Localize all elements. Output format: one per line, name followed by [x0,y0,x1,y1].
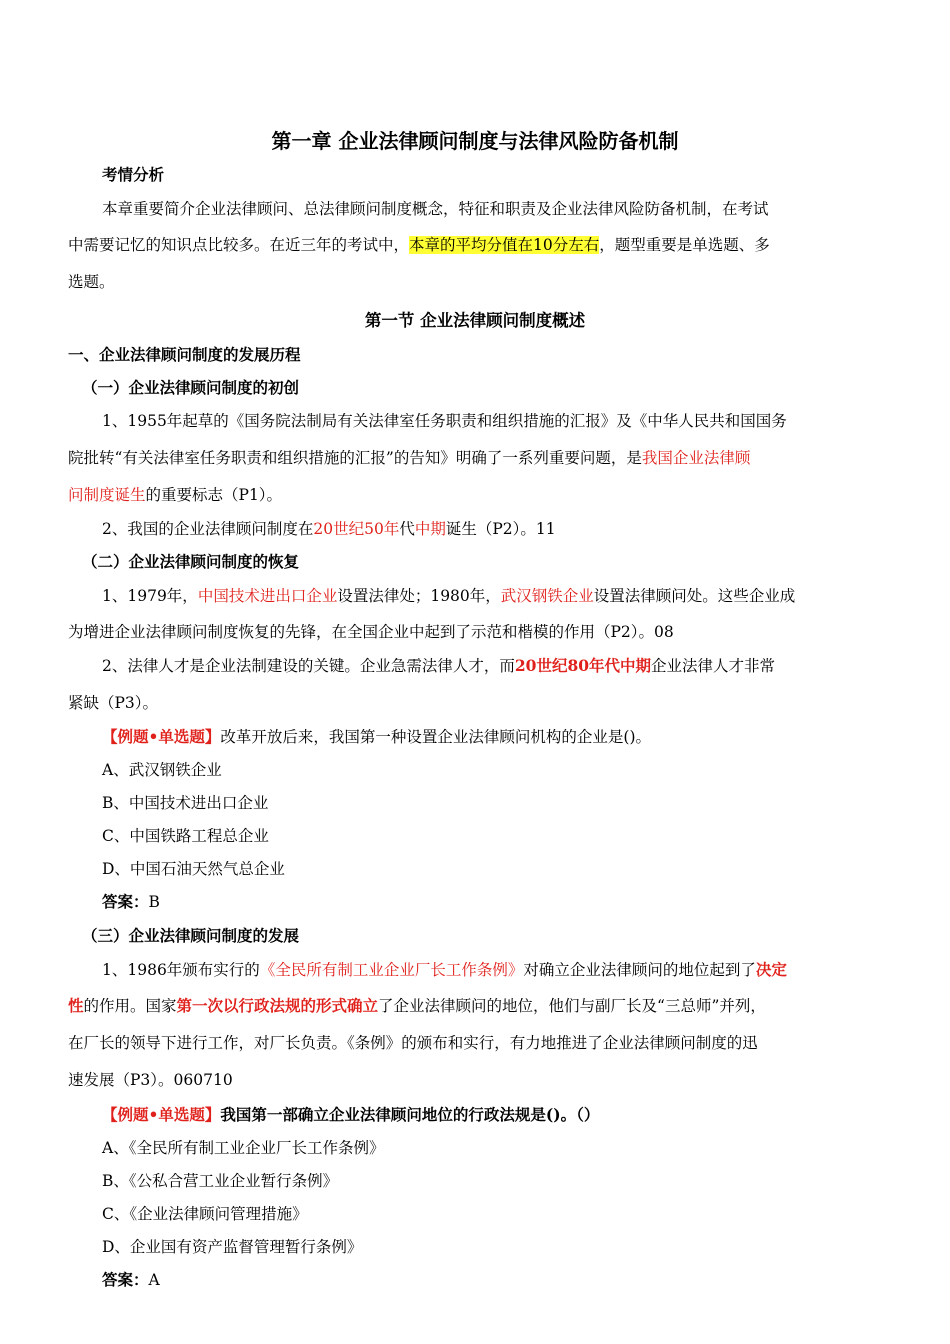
development-line-1: 1、1986年颁布实行的《全民所有制工业企业厂长工作条例》对确立企业法律顾问的地位起到了决定 [102,960,787,979]
sub-heading-recovery: （二）企业法律顾问制度的恢复 [82,552,300,571]
question-2-option-b: B、《公私合营工业企业暂行条例》 [102,1172,339,1190]
question-1-option-c: C、中国铁路工程总企业 [102,827,269,845]
founding-p2: 2、我国的企业法律顾问制度在20世纪50年代中期诞生（P2）。11 [102,520,556,538]
chapter-title: 第一章 企业法律顾问制度与法律风险防备机制 [271,129,679,153]
question-2-option-c: C、《企业法律顾问管理措施》 [102,1205,308,1223]
recovery-p1-line-1: 1、1979年，中国技术进出口企业设置法律处；1980年，武汉钢铁企业设置法律顾问处。这些企业成 [102,587,796,605]
sub-heading-development: （三）企业法律顾问制度的发展 [82,926,300,945]
question-1-option-b: B、中国技术进出口企业 [102,794,269,812]
analysis-heading: 考情分析 [102,165,165,184]
recovery-p2-line-1: 2、法律人才是企业法制建设的关键。企业急需法律人才，而20世纪80年代中期企业法律人才非常 [102,656,776,675]
highlighted-text: 本章的平均分值在10分左右 [409,236,600,254]
development-line-4: 速发展（P3）。060710 [68,1071,233,1089]
question-1-option-a: A、武汉钢铁企业 [102,761,222,779]
development-line-3: 在厂长的领导下进行工作，对厂长负责。《条例》的颁布和实行，有力地推进了企业法律顾问制度的迅 [68,1034,758,1052]
development-line-2: 性的作用。国家第一次以行政法规的形式确立了企业法律顾问的地位，他们与副厂长及“三总师”并列， [68,996,766,1015]
question-2-option-a: A、《全民所有制工业企业厂长工作条例》 [102,1139,385,1157]
question-tag: 【例题•单选题】 [102,727,221,746]
analysis-line-2: 中需要记忆的知识点比较多。在近三年的考试中，本章的平均分值在10分左右，题型重要是单选题、多 [68,236,770,254]
section-title: 第一节 企业法律顾问制度概述 [364,311,586,330]
analysis-line-3: 选题。 [68,273,115,291]
sub-heading-founding: （一）企业法律顾问制度的初创 [82,378,300,397]
recovery-p2-line-2: 紧缺（P3）。 [68,694,159,712]
founding-p1-line-2: 院批转“有关法律室任务职责和组织措施的汇报”的告知》明确了一系列重要问题，是我国企业法律顾 [68,449,751,467]
recovery-p1-line-2: 为增进企业法律顾问制度恢复的先锋，在全国企业中起到了示范和楷模的作用（P2）。08 [68,623,674,641]
question-2-answer: 答案：A [102,1270,160,1289]
question-2-stem: 【例题•单选题】我国第一部确立企业法律顾问地位的行政法规是()。（） [102,1105,600,1124]
question-tag: 【例题•单选题】 [102,1105,221,1124]
heading-development-history: 一、企业法律顾问制度的发展历程 [68,345,301,364]
founding-p1-line-3: 问制度诞生的重要标志（P1）。 [68,486,283,504]
question-1-stem: 【例题•单选题】改革开放后来，我国第一种设置企业法律顾问机构的企业是()。 [102,727,652,746]
question-1-answer: 答案：B [102,892,160,911]
question-2-option-d: D、企业国有资产监督管理暂行条例》 [102,1238,363,1256]
question-1-option-d: D、中国石油天然气总企业 [102,860,285,878]
analysis-line-1: 本章重要简介企业法律顾问、总法律顾问制度概念，特征和职责及企业法律风险防备机制，在考试 [102,200,769,218]
founding-p1-line-1: 1、1955年起草的《国务院法制局有关法律室任务职责和组织措施的汇报》及《中华人民共和国国务 [102,412,787,430]
